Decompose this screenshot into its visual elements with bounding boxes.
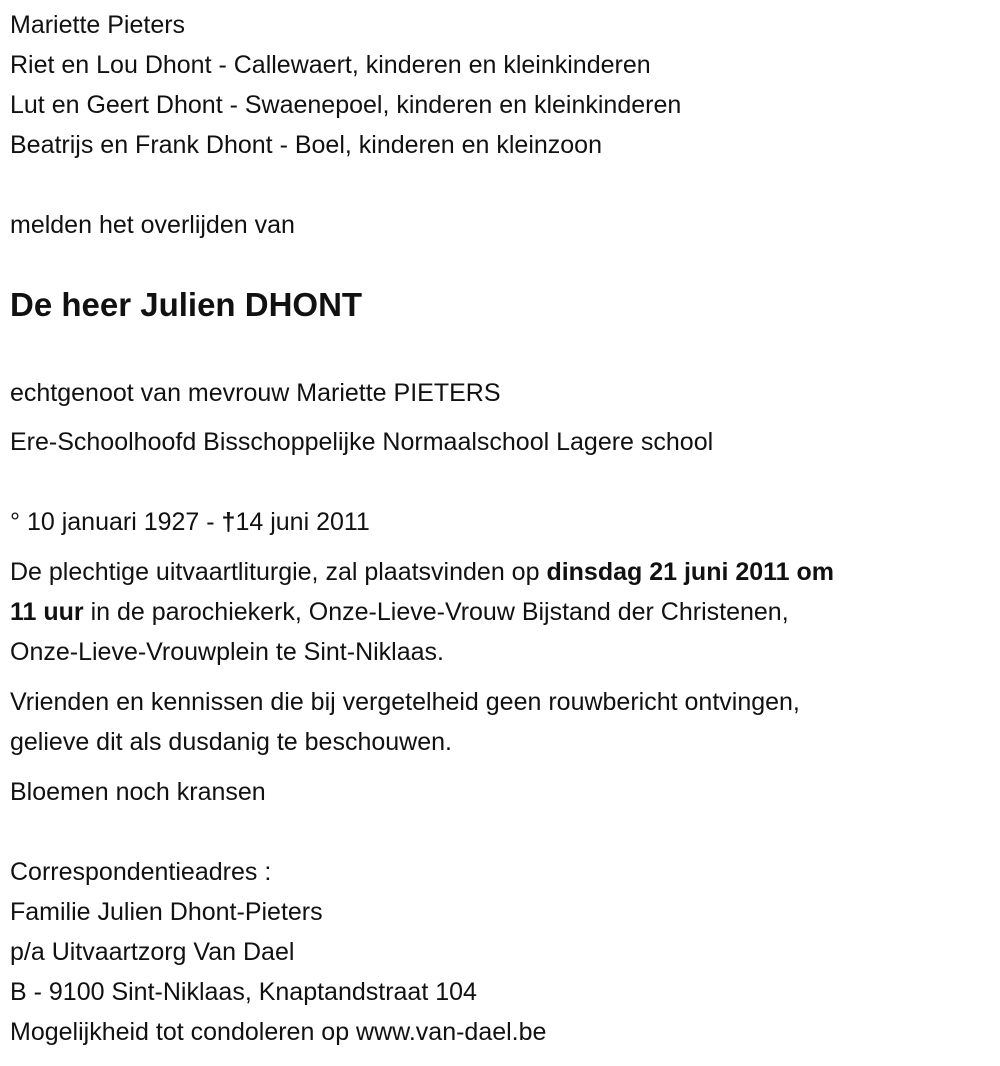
life-dates: [10, 502, 370, 542]
family-line: Riet en Lou Dhont - Callewaert, kinderen en kleinkinderen: [10, 51, 651, 79]
birth-symbol: °: [10, 508, 20, 536]
spouse-text: echtgenoot van mevrouw Mariette PIETERS: [10, 379, 501, 407]
cross-icon: †: [221, 508, 236, 536]
funeral-line: [10, 552, 834, 592]
funeral-location: in de parochiekerk, Onze-Lieve-Vrouw Bijstand der Christenen,: [83, 598, 789, 626]
family-line: Mariette Pieters: [10, 11, 186, 39]
funeral-address: Onze-Lieve-Vrouwplein te Sint-Niklaas.: [10, 638, 444, 666]
funeral-text: De plechtige uitvaartliturgie, zal plaatsvinden op: [10, 558, 547, 586]
correspondence-heading: Correspondentieadres :: [10, 858, 272, 886]
notice-line: Vrienden en kennissen die bij vergetelheid geen rouwbericht ontvingen,: [10, 688, 800, 716]
funeral-time: 11 uur: [10, 598, 84, 626]
birth-date: 10 januari 1927 -: [26, 508, 215, 536]
correspondence-line: Familie Julien Dhont-Pieters: [10, 898, 323, 926]
correspondence-line: p/a Uitvaartzorg Van Dael: [10, 938, 295, 966]
family-line: Beatrijs en Frank Dhont - Boel, kinderen en kleinzoon: [10, 131, 602, 159]
funeral-line: [10, 592, 789, 632]
death-date: 14 juni 2011: [235, 508, 370, 536]
funeral-date: dinsdag 21 juni 2011 om: [546, 558, 835, 586]
announcement-text: melden het overlijden van: [10, 211, 295, 239]
family-line: Lut en Geert Dhont - Swaenepoel, kinderen en kleinkinderen: [10, 91, 682, 119]
flowers-text: Bloemen noch kransen: [10, 778, 266, 806]
condolence-link-line: Mogelijkheid tot condoleren op www.van-dael.be: [10, 1018, 547, 1046]
deceased-name: De heer Julien DHONT: [10, 286, 363, 323]
notice-line: gelieve dit als dusdanig te beschouwen.: [10, 728, 452, 756]
occupation-text: Ere-Schoolhoofd Bisschoppelijke Normaalschool Lagere school: [10, 428, 714, 456]
correspondence-line: B - 9100 Sint-Niklaas, Knaptandstraat 104: [10, 978, 477, 1006]
